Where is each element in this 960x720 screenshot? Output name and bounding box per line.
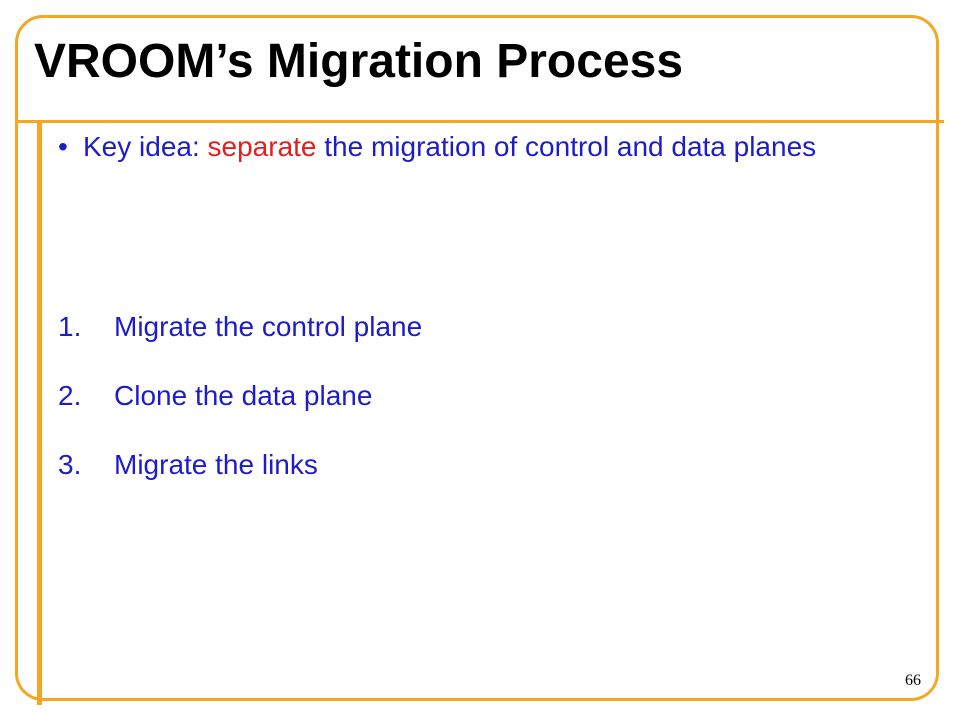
page-number: 66 [905, 672, 921, 689]
left-accent-bar [37, 120, 42, 705]
key-idea-bullet [58, 128, 878, 166]
slide-title: VROOM’s Migration Process [34, 35, 684, 88]
step-item [58, 308, 422, 346]
step-text: Migrate the control plane [114, 311, 423, 342]
bullet-suffix: the migration of control and data planes [316, 131, 817, 162]
steps-list [58, 308, 422, 515]
bullet-prefix: Key idea: [83, 131, 208, 162]
bullet-text [83, 128, 878, 166]
bullet-dot-icon: • [58, 131, 68, 162]
step-number: 1. [58, 311, 82, 342]
step-item [58, 377, 422, 415]
step-number: 2. [58, 380, 82, 411]
step-text: Clone the data plane [114, 380, 373, 411]
title-divider [15, 120, 944, 123]
step-number: 3. [58, 449, 82, 480]
bullet-highlight: separate [207, 131, 317, 162]
step-item [58, 446, 422, 484]
step-text: Migrate the links [114, 449, 318, 480]
